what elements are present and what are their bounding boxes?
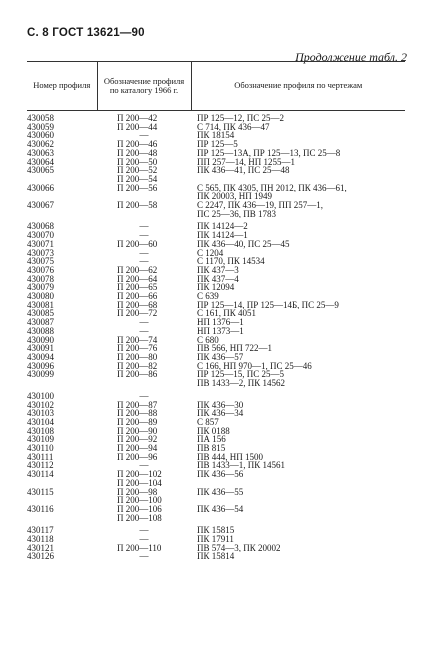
drawing-designation-cell: С 565, ПК 4305, ПН 2012, ПК 436—61, — [197, 183, 347, 193]
catalog-designation-cell: П 200—108 — [117, 513, 162, 523]
profile-number-cell: 430078 — [27, 274, 54, 284]
catalog-designation-cell: П 200—64 — [117, 274, 158, 284]
catalog-designation-cell — [97, 379, 191, 388]
table-row — [27, 379, 405, 388]
drawing-designation-cell: ПК 12094 — [197, 283, 235, 293]
catalog-designation-cell: П 200—66 — [117, 292, 158, 301]
table-row — [27, 140, 405, 149]
table-row — [27, 505, 405, 514]
catalog-designation-cell: — — [139, 535, 149, 544]
table-row — [27, 309, 405, 318]
catalog-designation-cell: — — [139, 391, 149, 401]
page-header — [27, 27, 407, 64]
drawing-designation-cell: ПК 17911 — [197, 535, 234, 544]
drawing-designation-cell: ПК 436—57 — [197, 352, 244, 362]
table-row — [27, 240, 405, 249]
catalog-designation-cell: — — [139, 552, 149, 562]
profile-number-cell: 430110 — [27, 444, 54, 453]
profile-number-cell: 430070 — [27, 231, 54, 240]
profile-number-cell: 430075 — [27, 257, 54, 266]
catalog-designation-cell: П 200—102 — [117, 470, 162, 479]
catalog-designation-cell: П 200—104 — [117, 478, 162, 488]
profile-number-cell — [27, 496, 97, 505]
profile-number-cell: 430118 — [27, 535, 54, 544]
catalog-designation-cell: П 200—44 — [117, 122, 158, 132]
profile-number-cell — [27, 210, 97, 219]
profile-number-cell — [27, 175, 97, 184]
catalog-designation-cell: П 200—88 — [117, 409, 158, 418]
drawing-designation-cell: С 680 — [197, 335, 219, 345]
catalog-designation-cell: — — [139, 231, 149, 240]
drawing-designation-cell: ПК 436—30 — [197, 400, 244, 410]
table-row — [27, 292, 405, 301]
table-row — [27, 158, 405, 167]
catalog-designation-cell: — — [139, 131, 149, 141]
profile-number-cell: 430109 — [27, 435, 54, 445]
profile-number-cell: 430065 — [27, 166, 54, 175]
profile-number-cell: 430104 — [27, 417, 54, 427]
catalog-designation-cell: — — [139, 248, 149, 258]
catalog-designation-cell: П 200—46 — [117, 140, 158, 149]
table-row — [27, 149, 405, 158]
profile-number-cell: 430096 — [27, 361, 54, 371]
drawing-designation-cell: ПК 14124—1 — [197, 231, 248, 240]
table-row — [27, 123, 405, 132]
catalog-designation-cell: П 200—86 — [117, 370, 158, 380]
profile-number-cell: 430079 — [27, 283, 54, 293]
profile-number-cell — [27, 514, 97, 523]
drawing-designation-cell: С 1204 — [197, 248, 224, 258]
catalog-designation-cell: П 200—82 — [117, 361, 158, 371]
table-row — [27, 453, 405, 462]
profile-number-cell: 430066 — [27, 183, 54, 193]
table-row — [27, 222, 405, 231]
table-row — [27, 231, 405, 240]
table-row — [27, 479, 405, 488]
table-row — [27, 496, 405, 505]
drawing-designation-cell: ПК 436—56 — [197, 470, 244, 479]
drawing-designation-cell — [191, 514, 405, 523]
catalog-designation-cell: П 200—90 — [117, 426, 158, 436]
table-body — [27, 111, 405, 562]
drawing-designation-cell: ПР 125—5 — [197, 140, 238, 149]
catalog-designation-cell: П 200—74 — [117, 335, 158, 345]
drawing-designation-cell: ПК 0188 — [197, 426, 230, 436]
profile-number-cell: 430102 — [27, 400, 54, 410]
catalog-designation-cell: — — [139, 222, 149, 232]
table-row — [27, 283, 405, 292]
profile-number-cell: 430058 — [27, 113, 54, 123]
catalog-designation-cell: П 200—89 — [117, 417, 158, 427]
drawing-designation-cell: С 857 — [197, 417, 219, 427]
drawing-designation-cell: С 2247, ПК 436—19, ПП 257—1, — [197, 201, 324, 210]
table-row — [27, 435, 405, 444]
table-row — [27, 409, 405, 418]
catalog-designation-cell: П 200—87 — [117, 400, 158, 410]
profile-number-cell: 430090 — [27, 335, 54, 345]
drawing-designation-cell: ПК 436—34 — [197, 409, 244, 418]
drawing-designation-cell: ПК 14124—2 — [197, 222, 248, 232]
table-row — [27, 257, 405, 266]
column-header-number: Номер профиля — [27, 62, 97, 111]
profile-number-cell: 430073 — [27, 248, 54, 258]
table-row — [27, 301, 405, 310]
catalog-designation-cell: П 200—60 — [117, 239, 158, 249]
catalog-designation-cell: П 200—76 — [117, 344, 158, 353]
drawing-designation-cell — [191, 479, 405, 488]
table-row — [27, 175, 405, 184]
drawing-designation-cell: ПК 18154 — [197, 131, 235, 141]
table-row — [27, 461, 405, 470]
table-row — [27, 470, 405, 479]
profile-number-cell: 430062 — [27, 140, 54, 149]
catalog-designation-cell: П 200—68 — [117, 300, 158, 310]
profile-number-cell: 430108 — [27, 426, 54, 436]
table-row — [27, 327, 405, 336]
profile-number-cell: 430087 — [27, 318, 54, 327]
drawing-designation-cell: ПР 125—15, ПС 25—5 — [197, 370, 285, 380]
table-row — [27, 111, 405, 123]
profile-number-cell — [27, 192, 97, 201]
catalog-designation-cell: П 200—94 — [117, 444, 158, 453]
drawing-designation-cell: ПК 436—41, ПС 25—48 — [197, 166, 290, 175]
drawing-designation-cell: С 639 — [197, 292, 219, 301]
table-row — [27, 353, 405, 362]
drawing-designation-cell: НП 1376—1 — [197, 318, 244, 327]
profile-number-cell — [27, 379, 97, 388]
profile-number-cell: 430103 — [27, 409, 54, 418]
table-row — [27, 488, 405, 497]
profile-number-cell: 430064 — [27, 157, 54, 167]
catalog-designation-cell: П 200—56 — [117, 183, 158, 193]
catalog-designation-cell: П 200—106 — [117, 504, 162, 514]
catalog-designation-cell: П 200—58 — [117, 201, 158, 210]
drawing-designation-cell: ПР 125—14, ПР 125—14Б, ПС 25—9 — [197, 300, 339, 310]
drawing-designation-cell: ПС 25—36, ПВ 1783 — [197, 209, 277, 219]
catalog-designation-cell: П 200—52 — [117, 166, 158, 175]
table-row — [27, 514, 405, 523]
table-row — [27, 401, 405, 410]
drawing-designation-cell: ПР 125—13А, ПР 125—13, ПС 25—8 — [197, 148, 341, 158]
catalog-designation-cell: — — [139, 318, 149, 327]
profile-number-cell: 430067 — [27, 201, 54, 210]
table-row — [27, 201, 405, 210]
drawing-designation-cell: ПР 125—12, ПС 25—2 — [197, 113, 285, 123]
catalog-designation-cell: — — [139, 526, 149, 536]
catalog-designation-cell — [97, 210, 191, 219]
profile-number-cell: 430126 — [27, 552, 54, 562]
catalog-designation-cell: П 200—62 — [117, 265, 158, 275]
catalog-designation-cell: П 200—50 — [117, 157, 158, 167]
profile-number-cell: 430094 — [27, 352, 54, 362]
table-row — [27, 427, 405, 436]
profile-number-cell: 430099 — [27, 370, 54, 380]
table-header-row — [27, 62, 405, 111]
drawing-designation-cell: ПВ 1433—2, ПК 14562 — [197, 379, 286, 388]
table-row — [27, 444, 405, 453]
profile-number-cell: 430076 — [27, 265, 54, 275]
table-row — [27, 344, 405, 353]
catalog-designation-cell: П 200—100 — [117, 496, 162, 505]
table-row — [27, 318, 405, 327]
catalog-designation-cell: — — [139, 461, 149, 471]
table-row — [27, 184, 405, 193]
catalog-designation-cell: П 200—98 — [117, 487, 158, 497]
table-row — [27, 418, 405, 427]
catalog-designation-cell: П 200—80 — [117, 352, 158, 362]
profile-number-cell: 430071 — [27, 239, 54, 249]
table-row — [27, 526, 405, 535]
profile-number-cell: 430116 — [27, 504, 54, 514]
table-row — [27, 131, 405, 140]
catalog-designation-cell: П 200—65 — [117, 283, 158, 293]
drawing-designation-cell: НП 1373—1 — [197, 326, 244, 336]
profile-number-cell: 430111 — [27, 452, 54, 462]
drawing-designation-cell: ПВ 444, НП 1500 — [197, 452, 264, 462]
table-row — [27, 249, 405, 258]
table-row — [27, 275, 405, 284]
drawing-designation-cell: ПК 436—40, ПС 25—45 — [197, 239, 290, 249]
table-row — [27, 266, 405, 275]
drawing-designation-cell: ПВ 566, НП 722—1 — [197, 344, 273, 353]
table-continuation-caption: Продолжение табл. 2 — [295, 50, 407, 64]
column-header-drawings: Обозначение профиля по чертежам — [191, 62, 405, 111]
profile-number-cell: 430081 — [27, 300, 54, 310]
drawing-designation-cell: ПА 156 — [197, 435, 226, 445]
drawing-designation-cell — [191, 175, 405, 184]
profile-number-cell: 430117 — [27, 526, 54, 536]
table-row — [27, 336, 405, 345]
drawing-designation-cell: ПК 15814 — [197, 552, 235, 562]
profile-number-cell: 430085 — [27, 309, 54, 319]
table-row — [27, 544, 405, 553]
profile-number-cell: 430059 — [27, 122, 54, 132]
table-row — [27, 392, 405, 401]
drawing-designation-cell — [191, 392, 405, 401]
profile-number-cell: 430080 — [27, 292, 54, 301]
profile-number-cell: 430121 — [27, 543, 54, 553]
drawing-designation-cell: ПВ 574—3, ПК 20002 — [197, 543, 281, 553]
table-row — [27, 535, 405, 544]
drawing-designation-cell: ПК 437—3 — [197, 265, 239, 275]
catalog-designation-cell: П 200—48 — [117, 148, 158, 158]
profile-number-cell: 430088 — [27, 326, 54, 336]
profile-number-cell: 430068 — [27, 222, 54, 232]
catalog-designation-cell: П 200—54 — [117, 174, 158, 184]
catalog-designation-cell: П 200—96 — [117, 452, 158, 462]
profile-table — [27, 61, 405, 561]
profile-number-cell: 430112 — [27, 461, 54, 471]
drawing-designation-cell: ПК 436—54 — [197, 504, 244, 514]
catalog-designation-cell: П 200—92 — [117, 435, 158, 445]
profile-number-cell — [27, 479, 97, 488]
drawing-designation-cell: ПВ 815 — [197, 444, 226, 453]
drawing-designation-cell: С 1170, ПК 14534 — [197, 257, 265, 266]
profile-number-cell: 430114 — [27, 470, 54, 479]
profile-number-cell: 430060 — [27, 131, 54, 141]
drawing-designation-cell: ПК 437—4 — [197, 274, 239, 284]
page-label: С. 8 ГОСТ 13621—90 — [27, 27, 145, 39]
table-row — [27, 552, 405, 561]
catalog-designation-cell: — — [139, 257, 149, 266]
drawing-designation-cell: ПК 15815 — [197, 526, 235, 536]
drawing-designation-cell — [191, 496, 405, 505]
table-row — [27, 210, 405, 219]
drawing-designation-cell: С 714, ПК 436—47 — [197, 122, 270, 132]
catalog-designation-cell: П 200—110 — [117, 543, 162, 553]
drawing-designation-cell: ПК 20003, НП 1949 — [197, 192, 273, 202]
column-header-catalog: Обозначение профиля по каталогу 1966 г. — [97, 62, 191, 111]
profile-number-cell: 430115 — [27, 487, 54, 497]
catalog-designation-cell: П 200—42 — [117, 113, 158, 123]
profile-number-cell: 430063 — [27, 148, 54, 158]
table-row — [27, 370, 405, 379]
catalog-designation-cell — [97, 192, 191, 201]
drawing-designation-cell: С 166, НП 970—1, ПС 25—46 — [197, 361, 312, 371]
table-row — [27, 166, 405, 175]
table-row — [27, 362, 405, 371]
drawing-designation-cell: С 161, ПК 4051 — [197, 309, 257, 319]
drawing-designation-cell: ПК 436—55 — [197, 487, 244, 497]
catalog-designation-cell: — — [139, 326, 149, 336]
catalog-designation-cell: П 200—72 — [117, 309, 158, 319]
drawing-designation-cell: ПВ 1433—1, ПК 14561 — [197, 461, 286, 471]
drawing-designation-cell: ПП 257—14, НП 1255—1 — [197, 157, 295, 167]
profile-number-cell: 430100 — [27, 391, 54, 401]
table-row — [27, 192, 405, 201]
profile-number-cell: 430091 — [27, 344, 54, 353]
